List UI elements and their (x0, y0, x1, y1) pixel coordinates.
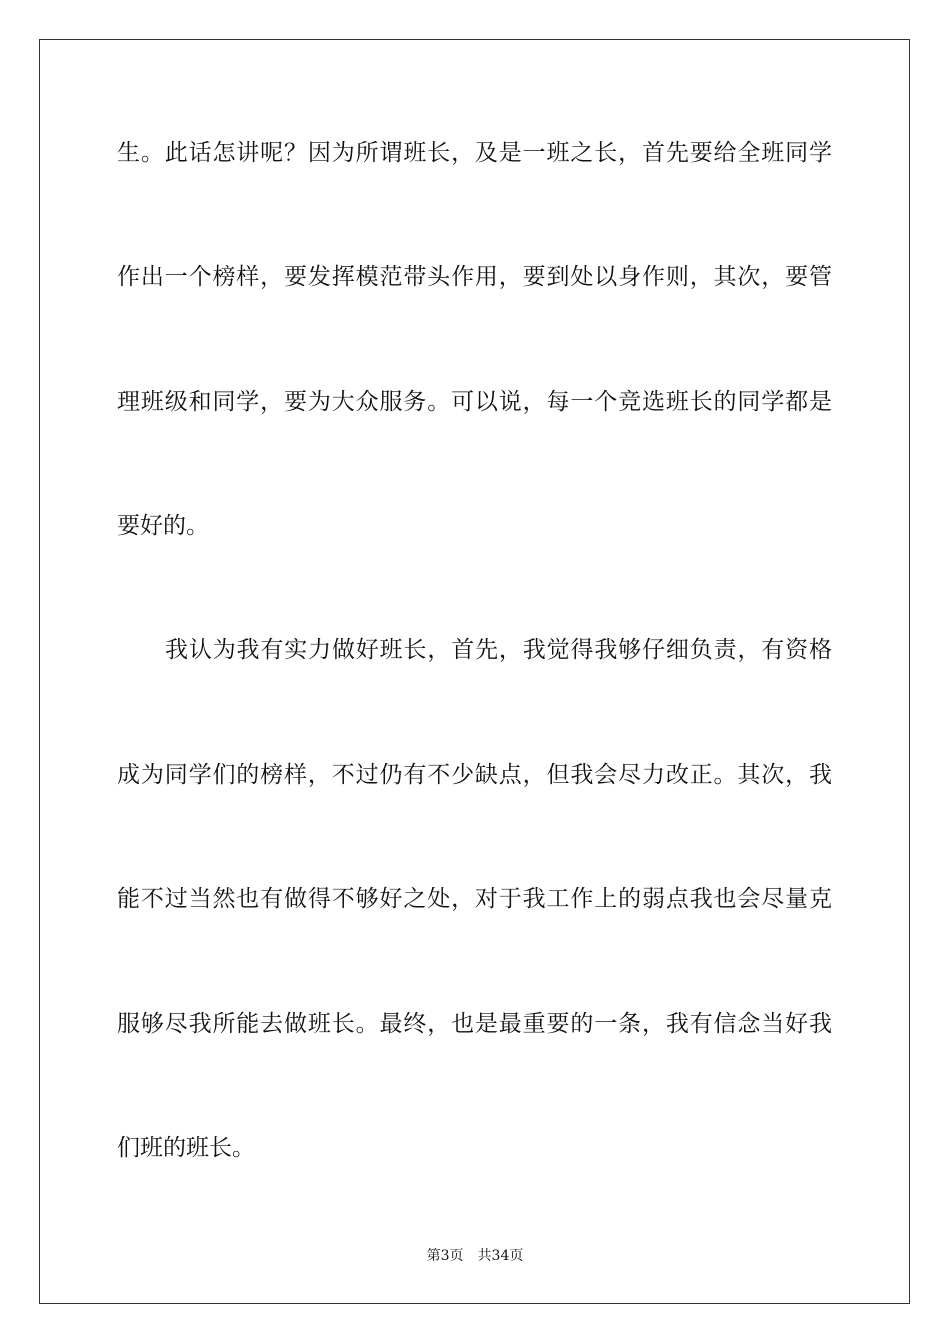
paragraph-2-line-4: 服够尽我所能去做班长。最终，也是最重要的一条，我有信念当好我 (117, 1011, 832, 1037)
paragraph-1-line-3: 理班级和同学，要为大众服务。可以说，每一个竞选班长的同学都是 (117, 389, 832, 415)
paragraph-1-line-1: 生。此话怎讲呢？因为所谓班长，及是一班之长，首先要给全班同学 (117, 140, 832, 166)
paragraph-2-line-1: 我认为我有实力做好班长，首先，我觉得我够仔细负责，有资格 (165, 637, 832, 663)
paragraph-2-line-3: 能不过当然也有做得不够好之处，对于我工作上的弱点我也会尽量克 (117, 886, 832, 912)
page-footer (0, 1246, 950, 1266)
paragraph-1-line-4: 要好的。 (117, 513, 209, 539)
paragraph-2-line-5: 们班的班长。 (117, 1135, 255, 1161)
paragraph-2-line-2: 成为同学们的榜样，不过仍有不少缺点，但我会尽力改正。其次，我 (117, 762, 832, 788)
page-total: 共34页 (477, 1248, 524, 1264)
paragraph-1-line-2: 作出一个榜样，要发挥模范带头作用，要到处以身作则，其次，要管 (117, 264, 832, 290)
page-number: 第3页 (426, 1248, 464, 1264)
page-border (39, 39, 910, 1304)
